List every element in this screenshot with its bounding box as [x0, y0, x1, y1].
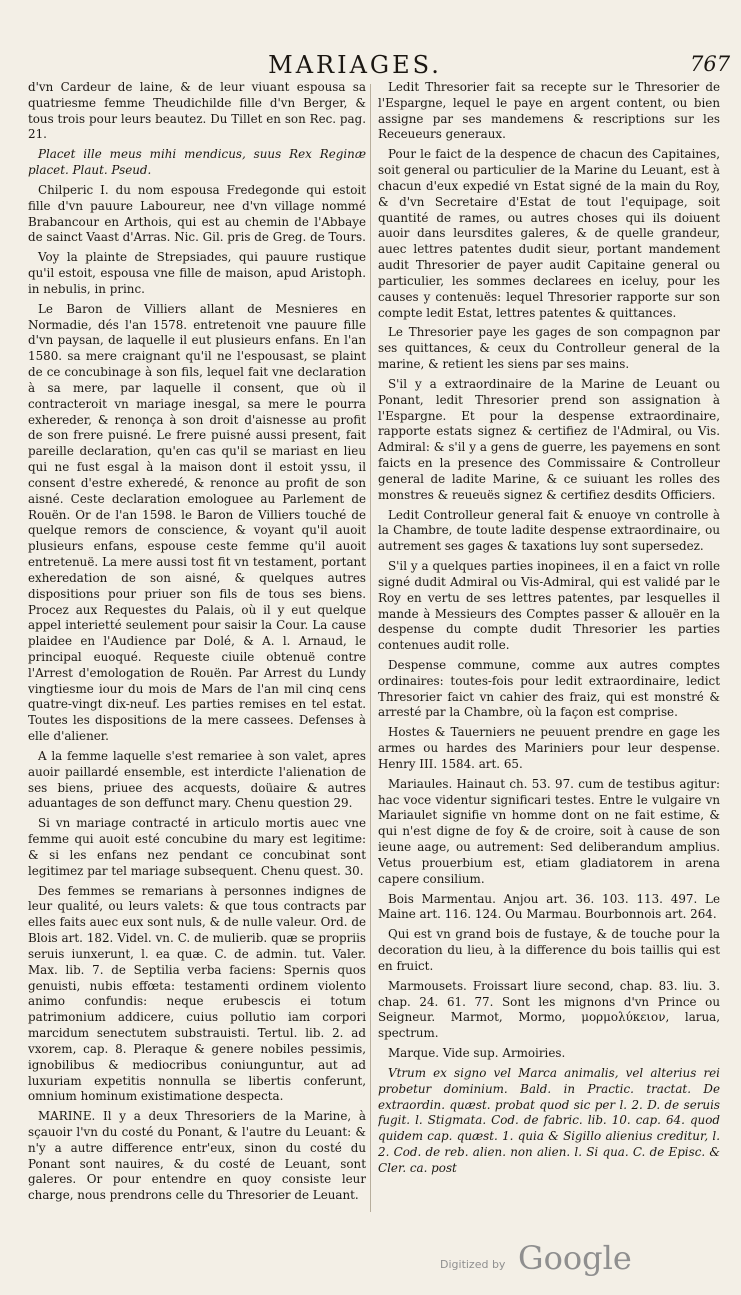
left-text-column	[28, 80, 366, 1215]
paragraph: Si vn mariage contracté in articulo mortis auec vne femme qui auoit esté concubine du mary est legitime: & si les enfans nez pendant ce concubinat sont legitimez par tel mariage subsequent. Chenu quest. 30.	[28, 816, 366, 878]
paragraph: Hostes & Tauerniers ne peuuent prendre en gage les armes ou hardes des Mariniers pour leur despense. Henry III. 1584. art. 65.	[378, 725, 720, 771]
paragraph: MARINE. Il y a deux Thresoriers de la Marine, à sçauoir l'vn du costé du Ponant, & l'autre du Leuant: & n'y a autre difference entr'eux, sinon du costé du Ponant sont nauires, & du costé de Leuant, sont galeres. Or pour entendre en quoy consiste leur charge, nous prendrons celle du Thresorier de Leuant.	[28, 1109, 366, 1203]
paragraph: Des femmes se remarians à personnes indignes de leur qualité, ou leurs valets: & que tous contracts par elles faits auec eux sont nuls, & de nulle valeur. Ord. de Blois art. 182. Videl. vn. C. de mulierib. quæ se propriis seruis iunxerunt, l. ea quæ. C. de admin. tut. Valer. Max. lib. 7. de Septilia verba faciens: Spernis quos genuisti, nubis effœta: testamenti ordinem violento animo confundis: neque erubescis ei totum patrimonium addicere, cuius pollutio iam corpori marcidum senectutem substrauisti. Tertul. lib. 2. ad vxorem, cap. 8. Pleraque & genere nobiles pessimis, ignobilibus & mediocribus coniunguntur, aut ad luxuriam expetitis nonnulla se libertis conferunt, omnium hominum existimatione despecta.	[28, 883, 366, 1104]
right-text-column	[378, 80, 720, 1215]
paragraph: Qui est vn grand bois de fustaye, & de touche pour la decoration du lieu, à la difference du bois taillis qui est en fruict.	[378, 927, 720, 973]
digitized-label: Digitized by	[440, 1258, 506, 1271]
paragraph: Pour le faict de la despence de chacun des Capitaines, soit general ou particulier de la Marine du Leuant, est à chacun d'eux expedié vn Estat signé de la main du Roy, & d'vn Secretaire d'Estat de tout l'equipage, soit quantité de rames, ou autres choses qui ils doiuent auoir dans leursdites galeres, & de quelle grandeur, auec lettres patentes dudit sieur, portant mandement audit Thresorier de payer audit Capitaine general ou particulier, les sommes declarees en iceluy, pour les causes y contenuës: lequel Thresorier rapporte sur son compte ledit Estat, lettres patentes & quittances.	[378, 147, 720, 320]
paragraph: S'il y a extraordinaire de la Marine de Leuant ou Ponant, ledit Thresorier prend son assignation à l'Espargne. Et pour la despense extraordinaire, rapporte estats signez & certifiez de l'Admiral, ou Vis. Admiral: & s'il y a gens de guerre, les payemens en sont faicts en la presence des Commissaire & Controlleur general de ladite Marine, & ce suiuant les rolles des monstres & reueuës signez & certifiez desdits Officiers.	[378, 376, 720, 502]
running-title: MARIAGES.	[268, 51, 442, 79]
paragraph: Mariaules. Hainaut ch. 53. 97. cum de testibus agitur: hac voce videntur significari testes. Entre le vulgaire vn Mariaulet signifie vn homme dont on ne fait estime, & qui n'est digne de foy & de croire, soit à cause de son ieune aage, ou autrement: Sed deliberandum amplius. Vetus prouerbium est, etiam gladiatorem in arena capere consilium.	[378, 776, 720, 886]
digitized-by-google-watermark	[440, 1240, 700, 1280]
paragraph: Despense commune, comme aux autres comptes ordinaires: toutes-fois pour ledit extraordinaire, ledict Thresorier faict vn cahier des fraiz, qui est monstré & arresté par la Chambre, où la façon est comprise.	[378, 657, 720, 720]
paragraph: Bois Marmentau. Anjou art. 36. 103. 113. 497. Le Maine art. 116. 124. Ou Marmau. Bourbonnois art. 264.	[378, 891, 720, 922]
paragraph: Marque. Vide sup. Armoiries.	[388, 1046, 566, 1061]
paragraph: Vtrum ex signo vel Marca animalis, vel alterius rei probetur dominium. Bald. in Practic. tractat. De extraordin. quæst. probat quod sic per l. 2. D. de seruis fugit. l. Stigmata. Cod. de fabric. lib. 10. cap. 64. quod quidem cap. quæst. 1. quia & Sigillo alienius creditur, l. 2. Cod. de reb. alien. non alien. l. Si qua. C. de Episc. & Cler. ca. post	[378, 1065, 720, 1175]
paragraph: S'il y a quelques parties inopinees, il en a faict vn rolle signé dudit Admiral ou Vis-Admiral, qui est validé par le Roy en vertu de ses lettres patentes, par lesquelles il mande à Messieurs des Comptes passer & allouër en la despense du compte dudit Thresorier les parties contenues audit rolle.	[378, 559, 720, 653]
paragraph: Le Thresorier paye les gages de son compagnon par ses quittances, & ceux du Controlleur general de la marine, & retient les siens par ses mains.	[378, 325, 720, 372]
paragraph: A la femme laquelle s'est remariee à son valet, apres auoir paillardé ensemble, est interdicte l'alienation de ses biens, priuee des acquests, doüaire & autres aduantages de son deffunct mary. Chenu question 29.	[28, 748, 366, 811]
paragraph: Ledit Thresorier fait sa recepte sur le Thresorier de l'Espargne, lequel le paye en argent content, ou bien assigne par ses mandemens & rescriptions sur les Receueurs generaux.	[378, 80, 720, 142]
paragraph: Voy la plainte de Strepsiades, qui pauure rustique qu'il estoit, espousa vne fille de maison, apud Aristoph. in nebulis, in princ.	[28, 250, 366, 296]
paragraph: Marmousets. Froissart liure second, chap. 83. liu. 3. chap. 24. 61. 77. Sont les mignons d'vn Prince ou Seigneur. Marmot, Mormo, μορμολύκειον, larua, spectrum.	[378, 978, 720, 1041]
google-logo-text: Google	[518, 1239, 632, 1277]
paragraph: Le Baron de Villiers allant de Mesnieres en Normadie, dés l'an 1578. entretenoit vne pauure fille d'vn paysan, de laquelle il eut plusieurs enfans. En l'an 1580. sa mere craignant qu'il ne l'espousast, se plaint de ce concubinage à son fils, lequel fait vne declaration à sa mere, par laquelle il consent, que où il contracteroit vn mariage inesgal, sa mere le pourra exhereder, & renonça à son droit d'aisnesse au profit de son frere puisné. Le frere puisné aussi present, fait pareille declaration, qu'en cas qu'il se mariast en lieu qui ne fust esgal à la maison dont il estoit yssu, il consent d'estre exheredé, & renonce au profit de son aisné. Ceste declaration emologuee au Parlement de Rouën. Or de l'an 1598. le Baron de Villiers touché de quelque remors de conscience, & voyant qu'il auoit plusieurs enfans, espouse ceste femme qu'il auoit entretenuë. La mere aussi tost fit vn testament, portant exheredation de son aisné, & quelques autres dispositions pour priuer son fils de tous ses biens. Procez aux Requestes du Palais, où il y eut quelque appel interietté seulement pour saisir la Cour. La cause plaidee en l'Audience par Dolé, & A. l. Arnaud, le principal euoqué. Requeste ciuile obtenuë contre l'Arrest d'emologation de Rouën. Par Arrest du Lundy vingtiesme iour du mois de Mars de l'an mil cinq cens quatre-vingt dix-neuf. Les parties remises en tel estat. Toutes les dispositions de la mere cassees. Defenses à elle d'aliener.	[28, 301, 366, 744]
page-number: 767	[690, 52, 731, 76]
paragraph: Chilperic I. du nom espousa Fredegonde qui estoit fille d'vn pauure Laboureur, nee d'vn village nommé Brabancour en Arthois, qui est au chemin de l'Abbaye de sainct Vaast d'Arras. Nic. Gil. pris de Greg. de Tours.	[28, 182, 366, 245]
column-gutter	[370, 84, 371, 1212]
paragraph: Placet ille meus mihi mendicus, suus Rex Reginæ placet. Plaut. Pseud.	[28, 147, 366, 178]
paragraph: Ledit Controlleur general fait & enuoye vn controlle à la Chambre, de toute ladite despense extraordinaire, ou autrement ses gages & taxations luy sont supersedez.	[378, 507, 720, 554]
paragraph: d'vn Cardeur de laine, & de leur viuant espousa sa quatriesme femme Theudichilde fille d'vn Berger, & tous trois pour leurs beautez. Du Tillet en son Rec. pag. 21.	[28, 80, 366, 142]
